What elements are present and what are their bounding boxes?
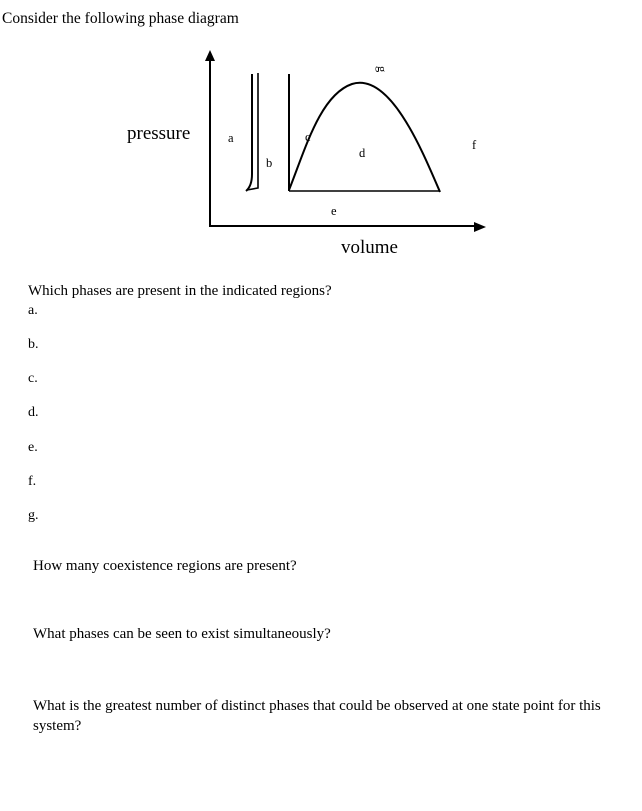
question-coexistence: How many coexistence regions are present? (33, 558, 297, 574)
y-axis-label: pressure (127, 123, 191, 144)
region-label-g: g (375, 66, 389, 73)
answer-label-g: g. (28, 508, 39, 523)
question-max-phases: What is the greatest number of distinct phases that could be observed at one state point for this system? (33, 698, 601, 734)
solid-boundary-left (246, 74, 252, 191)
answer-label-b: b. (28, 337, 39, 352)
region-label-f: f (472, 138, 477, 152)
region-label-d: d (359, 146, 366, 160)
x-axis-label: volume (341, 237, 398, 258)
answer-label-e: e. (28, 440, 38, 455)
region-label-e: e (331, 204, 337, 218)
question-regions: Which phases are present in the indicated regions? (28, 283, 332, 299)
region-label-c: c (305, 130, 311, 144)
x-axis-arrowhead (474, 222, 486, 232)
answer-label-f: f. (28, 474, 37, 489)
question-simultaneous: What phases can be seen to exist simultaneously? (33, 626, 331, 642)
liquid-vapor-dome (289, 83, 440, 192)
region-label-a: a (228, 131, 234, 145)
answer-label-a: a. (28, 303, 38, 318)
region-label-b: b (266, 156, 273, 170)
y-axis-arrowhead (205, 50, 215, 61)
answer-label-c: c. (28, 371, 38, 386)
intro-text: Consider the following phase diagram (2, 10, 239, 27)
answer-label-d: d. (28, 405, 39, 420)
